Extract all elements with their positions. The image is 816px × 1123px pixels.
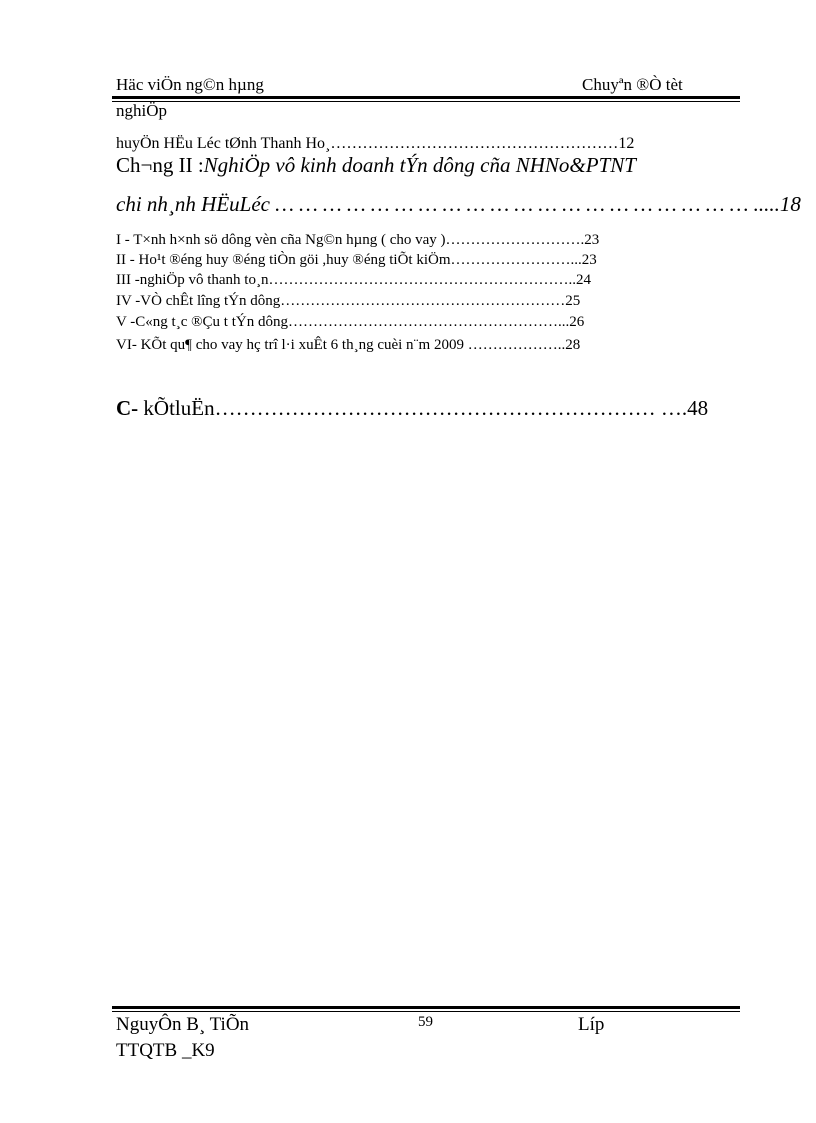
header-institution: Häc viÖn ng©n hµng <box>116 75 264 94</box>
header-doc-type: Chuyªn ®Ò tèt <box>582 75 683 94</box>
toc-item: III -nghiÖp vô thanh to¸n……………………………………………………..24 <box>116 272 591 288</box>
footer-class-value: TTQTB _K9 <box>116 1040 215 1061</box>
toc-item: IV -VÒ chÊt lîng tÝn dông…………………………………………………25 <box>116 293 581 309</box>
toc-item: VI- KÕt qu¶ cho vay hç trî l·i xuÊt 6 th¸ng cuèi n¨m 2009 ………………..28 <box>116 337 581 353</box>
chapter-2-title: NghiÖp vô kinh doanh tÝn dông cña NHNo&PTNT <box>203 153 636 177</box>
toc-chapter-2 <box>116 153 636 178</box>
footer-author: NguyÔn B¸ TiÕn <box>116 1014 250 1035</box>
chapter-2-prefix: Ch¬ng II : <box>116 153 204 177</box>
footer-class-label: Líp <box>578 1014 605 1035</box>
footer-rule-thin <box>112 1011 740 1012</box>
header-doc-type-continued: nghiÖp <box>116 101 167 120</box>
toc-entry: huyÖn HËu Léc tØnh Thanh Ho¸………………………………………………12 <box>116 135 635 152</box>
toc-item: I - T×nh h×nh sö dông vèn cña Ng©n hµng ( cho vay )……………………….23 <box>116 232 600 248</box>
conclusion-prefix: C- <box>116 396 139 420</box>
toc-chapter-2-line2: chi nh¸nh HËuLéc … … … … … … … … … … … … … … … … … … … … .....18 <box>116 192 801 216</box>
conclusion-text: kÕtluËn……………………………………………………… ….48 <box>138 396 709 420</box>
header-rule-thin <box>112 101 740 102</box>
page-number: 59 <box>418 1014 433 1030</box>
toc-conclusion <box>116 396 708 421</box>
header-rule <box>112 96 740 99</box>
toc-item: II - Ho¹t ®éng huy ®éng tiÒn göi ,huy ®éng tiÕt kiÖm……………………...23 <box>116 252 597 268</box>
toc-item: V -C«ng t¸c ®Çu t tÝn dông………………………………………………...26 <box>116 314 585 330</box>
footer-rule <box>112 1006 740 1009</box>
